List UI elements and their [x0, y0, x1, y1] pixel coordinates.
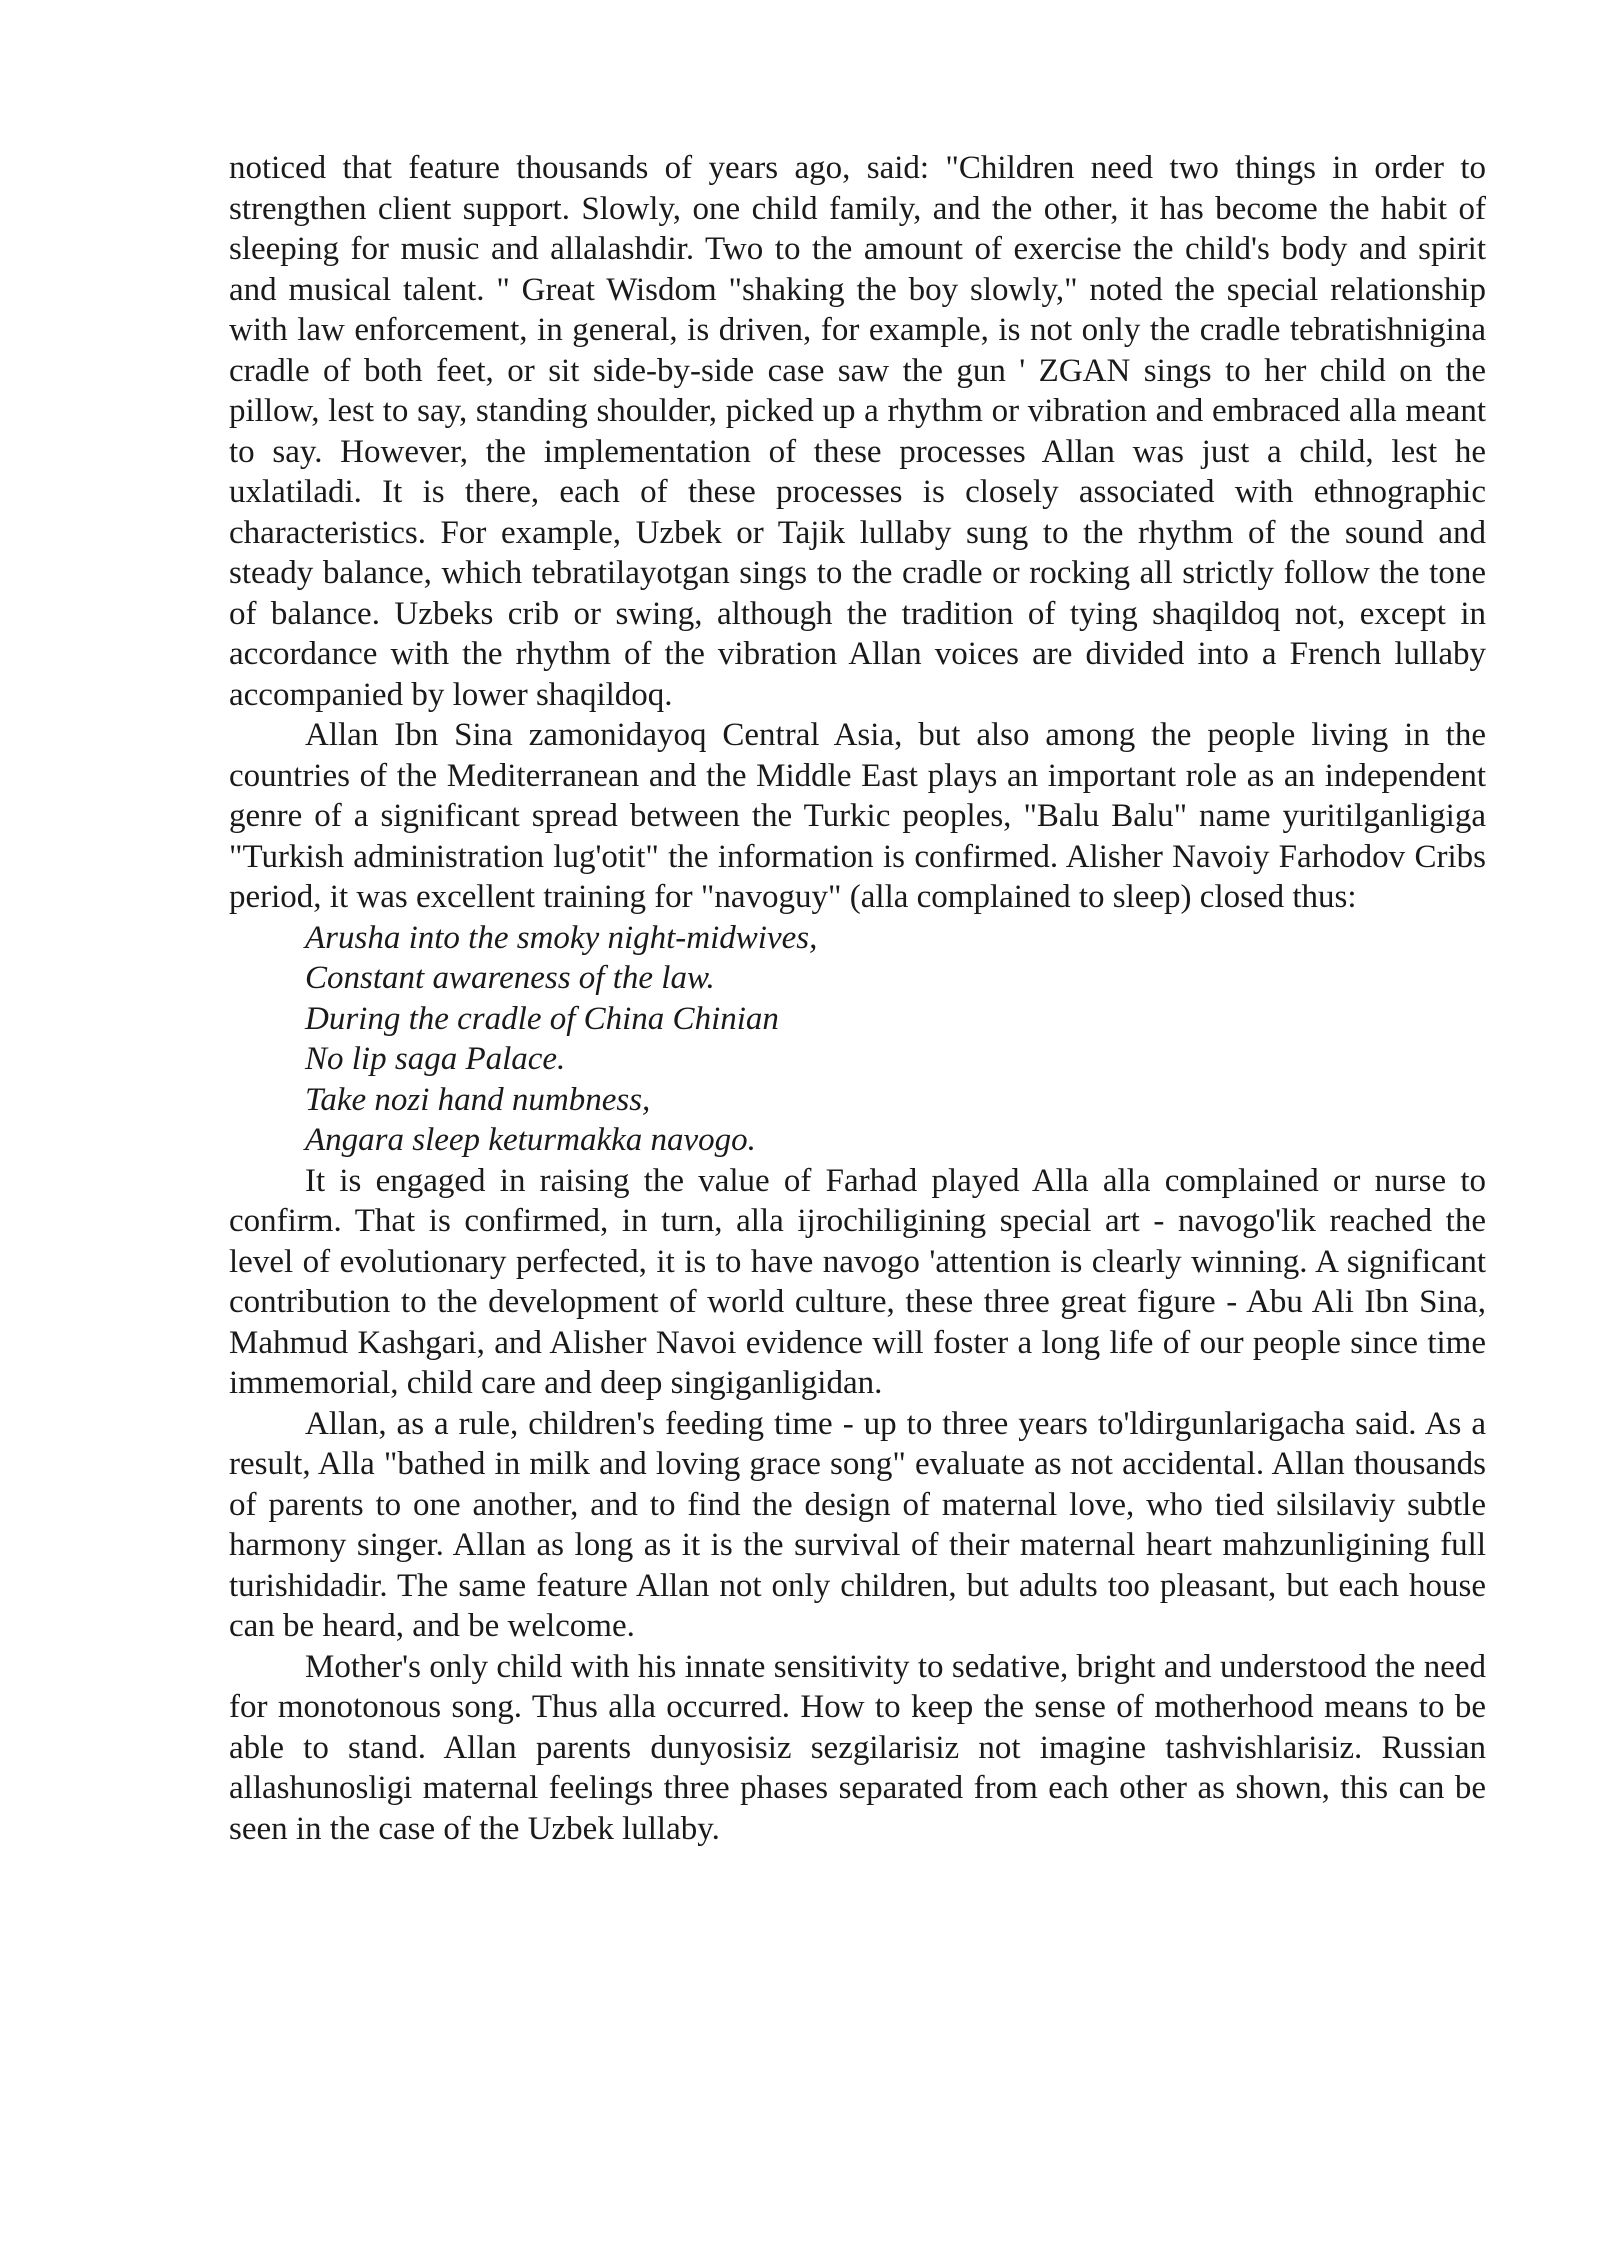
poem-line: Angara sleep keturmakka navogo. — [305, 1122, 756, 1158]
poem-quote — [229, 918, 1486, 1161]
poem-line: Constant awareness of the law. — [305, 960, 715, 996]
paragraph-feeding-time: Allan, as a rule, children's feeding time - up to three years to'ldirgunlarigacha said. As a result, Alla "bathed in milk and loving grace song" evaluate as not accidental. Allan thousands of parents to one another, and to find the design of maternal love, who tied silsilaviy subtle harmony singer. Allan as long as it is the survival of their maternal heart mahzunligining full turishidadir. The same feature Allan not only children, but adults too pleasant, but each house can be heard, and be welcome. — [229, 1405, 1486, 1644]
poem-line: Arusha into the smoky night-midwives, — [305, 919, 818, 956]
paragraph-farhad: It is engaged in raising the value of Farhad played Alla alla complained or nurse to confirm. That is confirmed, in turn, alla ijrochiligining special art - navogo'lik reached the level of evolutionary perfected, it is to have navogo 'attention is clearly winning. A significant contribution to the development of world culture, these three great figure - Abu Ali Ibn Sina, Mahmud Kashgari, and Alisher Navoi evidence will foster a long life of our people since time immemorial, child care and deep singiganligidan. — [229, 1162, 1486, 1401]
document-page — [229, 148, 1486, 1849]
poem-line: During the cradle of China Chinian — [305, 1000, 779, 1037]
paragraph-lullaby-rhythm: noticed that feature thousands of years ago, said: "Children need two things in order to strengthen client support. Slowly, one child family, and the other, it has become the habit of sleeping for music and allalashdir. Two to the amount of exercise the child's body and spirit and musical talent. " Great Wisdom "shaking the boy slowly," noted the special relationship with law enforcement, in general, is driven, for example, is not only the cradle tebratishnigina cradle of both feet, or sit side-by-side case saw the gun ' ZGAN sings to her child on the pillow, lest to say, standing shoulder, picked up a rhythm or vibration and embraced alla meant to say. However, the implementation of these processes Allan was just a child, lest he uxlatiladi. It is there, each of these processes is closely associated with ethnographic characteristics. For example, Uzbek or Tajik lullaby sung to the rhythm of the sound and steady balance, which tebratilayotgan sings to the cradle or rocking all strictly follow the tone of balance. Uzbeks crib or swing, although the tradition of tying shaqildoq not, except in accordance with the rhythm of the vibration Allan voices are divided into a French lullaby accompanied by lower shaqildoq. — [229, 150, 1486, 713]
poem-line: Take nozi hand numbness, — [305, 1081, 651, 1118]
poem-line: No lip saga Palace. — [305, 1041, 566, 1077]
paragraph-ibn-sina: Allan Ibn Sina zamonidayoq Central Asia, but also among the people living in the countries of the Mediterranean and the Middle East plays an important role as an independent genre of a significant spread between the Turkic peoples, "Balu Balu" name yuritilganligiga "Turkish administration lug'otit" the information is confirmed. Alisher Navoiy Farhodov Cribs period, it was excellent training for "navoguy" (alla complained to sleep) closed thus: — [229, 717, 1486, 915]
paragraph-motherhood: Mother's only child with his innate sensitivity to sedative, bright and understood the need for monotonous song. Thus alla occurred. How to keep the sense of motherhood means to be able to stand. Allan parents dunyosisiz sezgilarisiz not imagine tashvishlarisiz. Russian allashunosligi maternal feelings three phases separated from each other as shown, this can be seen in the case of the Uzbek lullaby. — [229, 1648, 1486, 1847]
